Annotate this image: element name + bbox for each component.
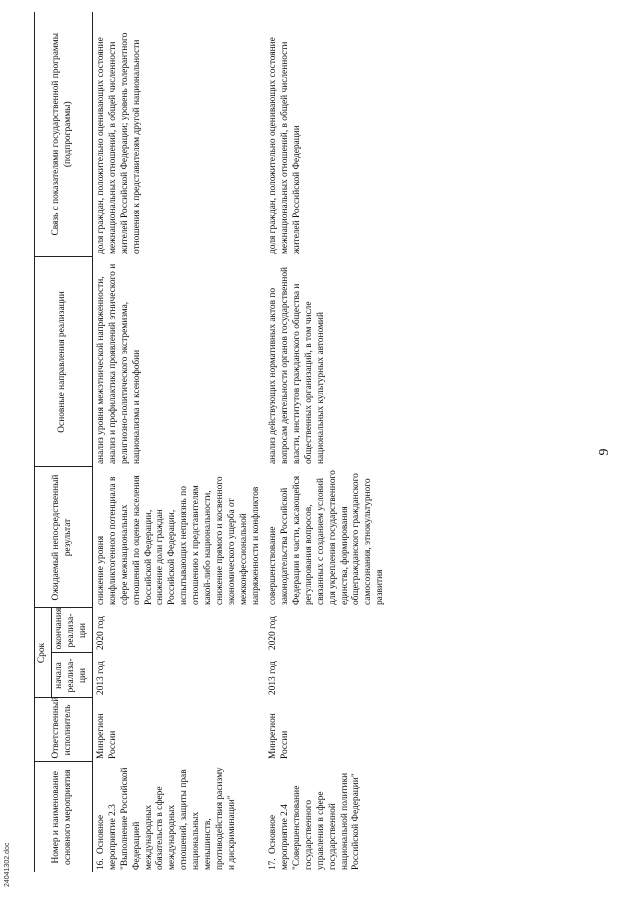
- cell-result: снижение уровня конфликтогенного потенциала в сфере межнациональных отношений по оценке населения Российской Федерации, снижение доли граждан Российской Федерации, испытывающих неприязнь по отношению к представителям какой-либо национальности, снижение прямого и косвенного экономического ущерба от межконфессиональной напряженности и конфликтов: [95, 475, 261, 605]
- cell-directions: анализ действующих нормативных актов по вопросам деятельности органов государственной власти, институтов гражданского общества и общественных организаций, в том числе национальных культурных автономий: [267, 266, 326, 464]
- cell-directions: анализ уровня межэтнической напряженности, анализ и профилактика проявлений этнического и религиозно-политического экстремизма, национализма и ксенофобии: [95, 263, 142, 464]
- file-label: 24041302.doc: [4, 842, 11, 887]
- row-name: Основное мероприятие 2.4 "Совершенствование государственного управления в сфере государственной национальной политики Российской Федерации": [267, 772, 362, 870]
- table-row: [265, 12, 389, 872]
- header-link: Связь с показателями государственной программы (подпрограммы): [35, 12, 93, 257]
- header-end: окончания реализа-ции: [51, 608, 92, 653]
- page-number: 9: [597, 448, 612, 456]
- cell-link: доля граждан, положительно оценивающих состояние межнациональных отношений, в общей численности жителей Российской Федерации: [267, 37, 302, 254]
- row-name: Основное мероприятие 2.3 "Выполнение Российской Федерацией международных обязательств в сфере международных отношений, защиты прав национальных меньшинств, противодействия расизму и дискриминации": [95, 767, 238, 870]
- header-row: [35, 12, 52, 872]
- row-number: 16.: [95, 858, 106, 870]
- events-table: [34, 12, 389, 872]
- header-term: Срок: [35, 608, 52, 698]
- cell-responsible: Минрегион России: [267, 713, 290, 759]
- header-start: начала реализа-ции: [51, 653, 92, 698]
- cell-link: доля граждан, положительно оценивающих состояние межнациональных отношений, в общей численности жителей Российской Федерации; уровень толерантного отношения к представителям другой национальности: [95, 32, 142, 254]
- cell-start: 2013 год: [267, 661, 278, 695]
- cell-name: [265, 762, 389, 872]
- row-number: 17.: [267, 858, 278, 870]
- cell-end: 2020 год: [95, 616, 106, 650]
- header-number-name: Номер и наименование основного мероприятия: [35, 762, 93, 872]
- header-expected-result: Ожидаемый непосредственный результат: [35, 467, 93, 608]
- table-row: [92, 12, 265, 872]
- cell-name: [92, 762, 265, 872]
- header-responsible: Ответственный исполнитель: [35, 698, 93, 762]
- header-main-directions: Основные направления реализации: [35, 257, 93, 467]
- cell-responsible: Минрегион России: [95, 713, 118, 759]
- cell-start: 2013 год: [95, 661, 106, 695]
- cell-end: 2020 год: [267, 616, 278, 650]
- cell-result: совершенствование законодательства Российской Федерации в части, касающейся регулирования вопросов, связанных с созданием условий для укрепления государственного единства, формирования общегражданского гражданского самосознания, этнокультурного развития: [267, 470, 386, 605]
